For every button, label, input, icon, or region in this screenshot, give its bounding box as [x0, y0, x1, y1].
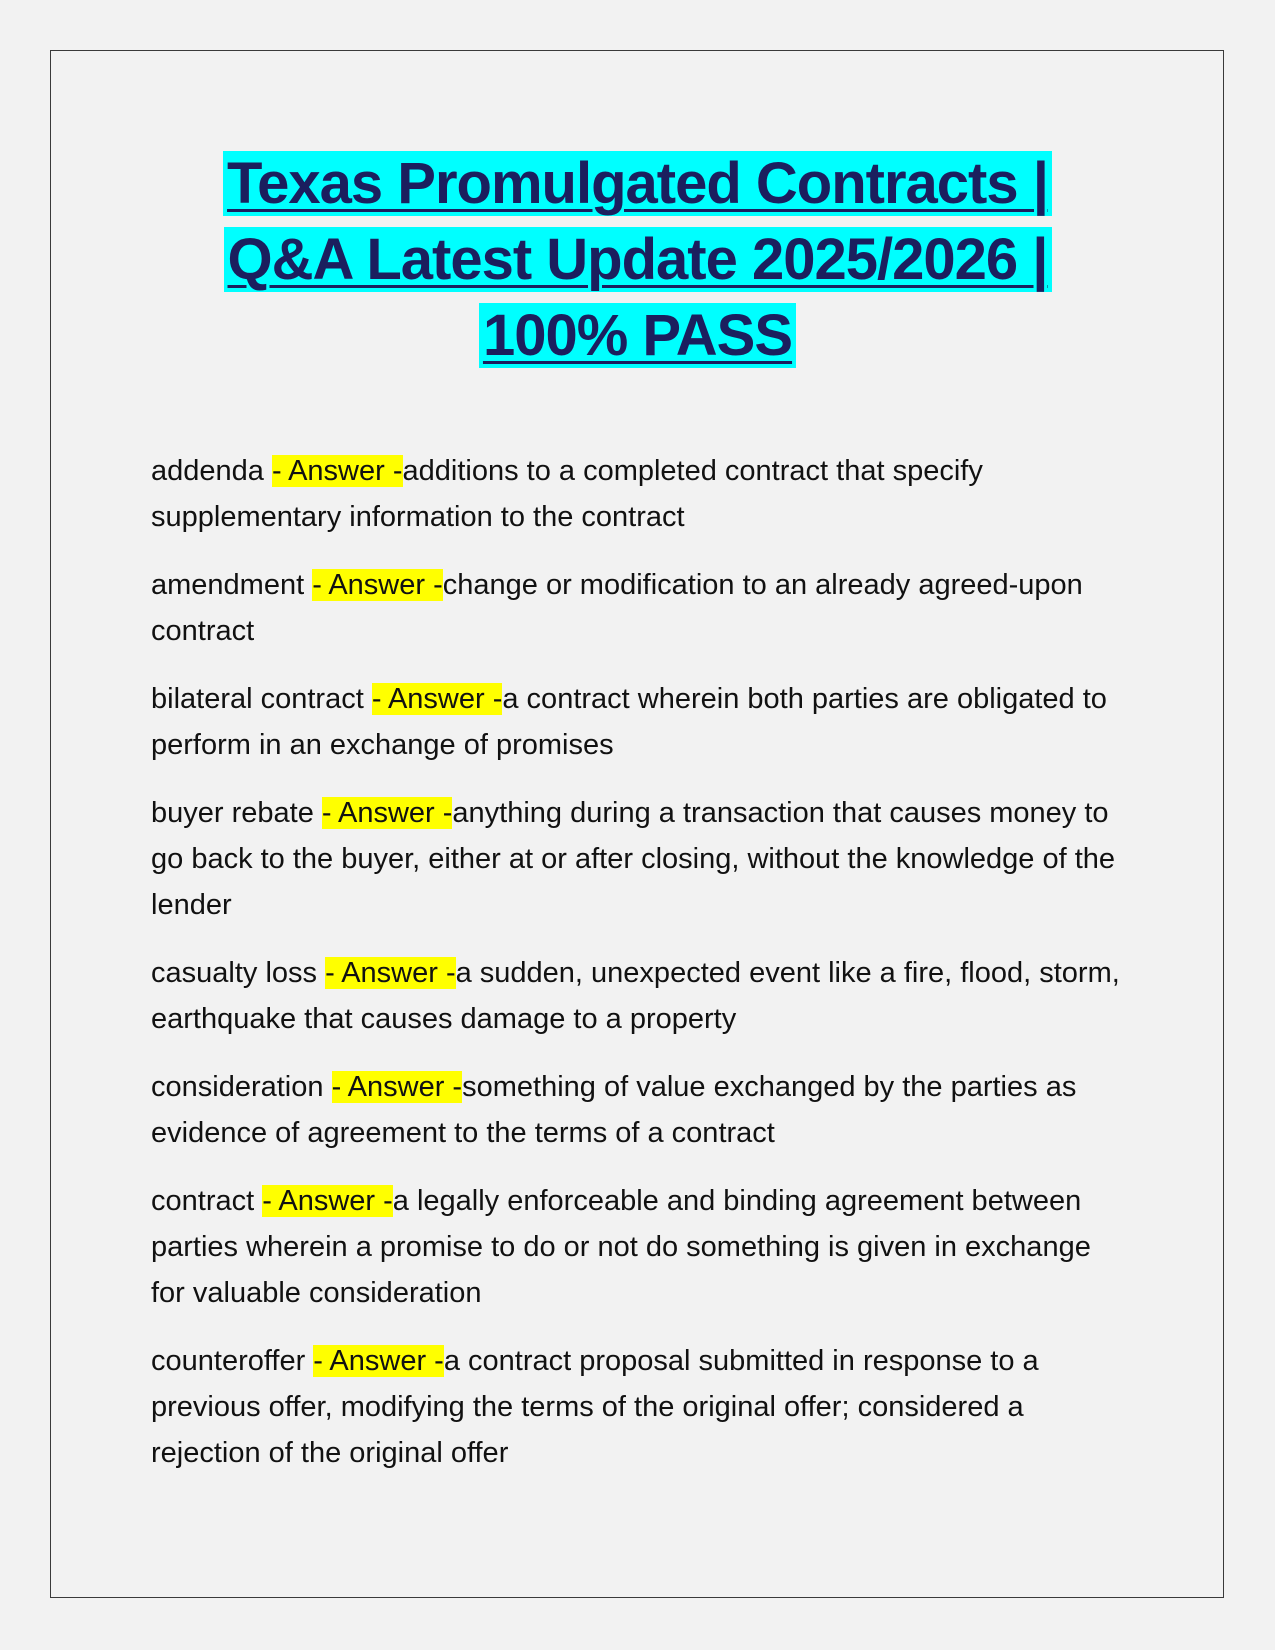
entry-term: contract: [151, 1185, 255, 1217]
entry-definition: anything during a transaction that causes money to go back to the buyer, either at or after closing, without the knowledge of the lender: [151, 797, 1116, 921]
entry-term: addenda: [151, 455, 264, 487]
entry-definition: something of value exchanged by the parties as evidence of agreement to the terms of a contract: [151, 1071, 1077, 1149]
qa-entry: [151, 676, 1131, 768]
qa-entry: [151, 562, 1131, 654]
qa-entry: [151, 790, 1131, 928]
qa-entry: [151, 1338, 1131, 1476]
qa-entry: [151, 1064, 1131, 1156]
title-line-1: Texas Promulgated Contracts |: [223, 151, 1052, 216]
document-title: [0, 146, 1275, 374]
answer-separator: - Answer -: [321, 797, 453, 829]
entry-term: buyer rebate: [151, 797, 314, 829]
qa-entry: [151, 448, 1131, 540]
qa-entry: [151, 950, 1131, 1042]
qa-list: [151, 448, 1131, 1498]
title-line-3: 100% PASS: [479, 303, 796, 368]
entry-definition: a contract proposal submitted in response to a previous offer, modifying the terms of the original offer; considered a rejection of the original offer: [151, 1345, 1039, 1469]
entry-term: counteroffer: [151, 1345, 306, 1377]
entry-term: amendment: [151, 569, 305, 601]
entry-definition: additions to a completed contract that specify supplementary information to the contract: [151, 455, 983, 533]
entry-term: consideration: [151, 1071, 324, 1103]
qa-entry: [151, 1178, 1131, 1316]
answer-separator: - Answer -: [325, 957, 456, 989]
entry-term: casualty loss: [151, 957, 318, 989]
title-line-2: Q&A Latest Update 2025/2026 |: [224, 227, 1052, 292]
answer-separator: - Answer -: [312, 569, 443, 601]
entry-definition: a legally enforceable and binding agreement between parties wherein a promise to do or not do something is given in exchange for valuable consideration: [151, 1185, 1091, 1309]
answer-separator: - Answer -: [313, 1345, 444, 1377]
answer-separator: - Answer -: [371, 683, 503, 715]
entry-definition: change or modification to an already agreed-upon contract: [151, 569, 1083, 647]
entry-term: bilateral contract: [151, 683, 364, 715]
entry-definition: a sudden, unexpected event like a fire, flood, storm, earthquake that causes damage to a property: [151, 957, 1120, 1035]
answer-separator: - Answer -: [331, 1071, 463, 1103]
answer-separator: - Answer -: [271, 455, 403, 487]
answer-separator: - Answer -: [262, 1185, 393, 1217]
entry-definition: a contract wherein both parties are obligated to perform in an exchange of promises: [151, 683, 1107, 761]
